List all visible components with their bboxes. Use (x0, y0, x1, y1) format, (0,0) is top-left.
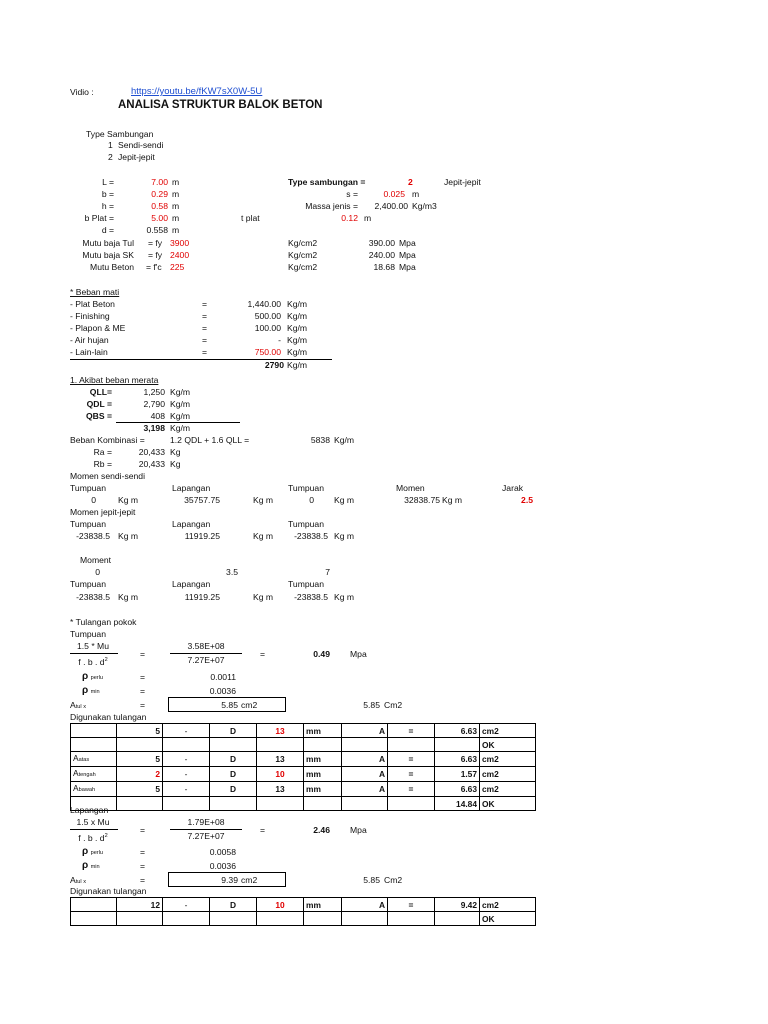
cell-area: 14.84 (435, 797, 480, 811)
tumpuan-result: 0.49 (313, 649, 330, 659)
type-sambungan-value: 2 (408, 177, 413, 187)
cell-D: D (210, 767, 257, 782)
tplat-label: t plat (241, 213, 260, 223)
sambungan-opt2: Jepit-jepit (118, 152, 155, 162)
m2-lapangan: 11919.25 (184, 592, 220, 602)
bplat-unit: m (172, 213, 180, 223)
merata-total-unit: Kg/m (170, 423, 191, 433)
rho-perlu-value: 0.0011 (210, 672, 236, 682)
cell-A: A (342, 724, 388, 738)
cell-area: 6.63 (435, 782, 480, 797)
beban-item-label: - Plat Beton (70, 299, 115, 309)
cell-area-unit: cm2 (480, 752, 536, 767)
rho-perlu-eq: = (140, 672, 146, 682)
beban-item-value: - (278, 335, 281, 345)
as-tumpuan-eq: = (140, 700, 146, 710)
as-lapangan-eq: = (140, 875, 146, 885)
cell-eq: = (388, 767, 435, 782)
cell-dia (257, 797, 304, 811)
lapangan-formula-num: 1.5 x Mu (76, 817, 110, 827)
cell-area-unit: cm2 (480, 782, 536, 797)
sk-mpa-unit: Mpa (399, 250, 416, 260)
m2-unit3: Kg m (334, 592, 355, 602)
sk-label: Mutu baja SK (82, 250, 134, 260)
cell-D (210, 738, 257, 752)
d-value: 0.558 (146, 225, 168, 235)
cell-n (117, 738, 163, 752)
cell-A (342, 797, 388, 811)
tumpuan-formula-line (70, 653, 118, 654)
cell-label (71, 912, 117, 926)
digunakan-tumpuan: Digunakan tulangan (70, 712, 147, 722)
qll-value: 1,250 (143, 387, 165, 397)
moment-x2: 7 (325, 567, 330, 577)
beban-total: 2790 (264, 360, 284, 370)
tumpuan-rebar-table (70, 723, 536, 811)
cell-dash (163, 912, 210, 926)
moment-x1: 3.5 (226, 567, 238, 577)
cell-dia (257, 738, 304, 752)
rho-min-value: 0.0036 (209, 686, 236, 696)
lap-as-label-letter: A (70, 875, 76, 885)
beton-unit: Kg/cm2 (288, 262, 318, 272)
beban-item-label: - Air hujan (70, 335, 109, 345)
qdl-unit: Kg/m (170, 399, 191, 409)
tumpuan-eq2: = (260, 649, 266, 659)
m2-col-lapangan: Lapangan (172, 579, 211, 589)
s-value: 0.025 (383, 189, 405, 199)
h-unit: m (172, 201, 180, 211)
cell-mm (304, 797, 342, 811)
m2-tumpuan1: -23838.5 (76, 592, 110, 602)
tumpuan-frac-num: 3.58E+08 (187, 641, 225, 651)
kombinasi-value: 5838 (310, 435, 330, 445)
lap-rho-min-value: 0.0036 (209, 861, 236, 871)
lap-rho-min-sub: min (90, 864, 100, 870)
qbs-label: QBS = (85, 411, 112, 421)
tumpuan-frac-den: 7.27E+07 (187, 655, 225, 665)
lap-rho-perlu-value: 0.0058 (209, 847, 236, 857)
vidio-label: Vidio : (70, 87, 94, 97)
table-row (71, 738, 536, 752)
tplat-unit: m (364, 213, 372, 223)
jepit-unit3: Kg m (334, 531, 355, 541)
lapangan-den-text: f . b . d (78, 832, 105, 843)
jepit-unit1: Kg m (118, 531, 139, 541)
lapangan-frac-num: 1.79E+08 (187, 817, 225, 827)
cell-n: 5 (117, 724, 163, 738)
rho-symbol-2: ρ (82, 685, 89, 696)
cell-label (71, 738, 117, 752)
beban-item-eq: = (202, 299, 208, 309)
sendi-unit1: Kg m (118, 495, 139, 505)
kombinasi-unit: Kg/m (334, 435, 355, 445)
cell-eq: = (388, 752, 435, 767)
cell-A (342, 912, 388, 926)
tul-unit: Kg/cm2 (288, 238, 318, 248)
cell-eq (388, 738, 435, 752)
tul-mpa-unit: Mpa (399, 238, 416, 248)
tulangan-heading: * Tulangan pokok (70, 617, 137, 627)
rb-label: Rb = (93, 459, 112, 469)
beban-item-label: - Finishing (70, 311, 110, 321)
cell-D: D (210, 752, 257, 767)
sendi-tumpuan1: 0 (91, 495, 96, 505)
sambungan-opt1: Sendi-sendi (118, 140, 164, 150)
tumpuan-heading: Tumpuan (70, 629, 106, 639)
cell-D: D (210, 724, 257, 738)
as-label-sub: tul x (75, 704, 86, 710)
massa-unit: Kg/m3 (412, 201, 437, 211)
cell-A: A (342, 767, 388, 782)
beton-eq: = f'c (146, 262, 162, 272)
lapangan-result-unit: Mpa (350, 825, 367, 835)
L-value: 7.00 (151, 177, 168, 187)
as-tumpuan-unit: cm2 (241, 700, 258, 710)
lapangan-heading: Lapangan (70, 805, 109, 815)
lap-as-label-sub: tul x (75, 879, 86, 885)
cell-eq: = (388, 898, 435, 912)
cell-dia: 13 (257, 782, 304, 797)
row-label: A (73, 768, 79, 778)
cell-area-unit: cm2 (480, 724, 536, 738)
cell-label (71, 898, 117, 912)
b-label: b = (101, 189, 114, 199)
b-value: 0.29 (151, 189, 168, 199)
tumpuan-frac-line (170, 653, 242, 654)
qll-label: QLL= (89, 387, 112, 397)
L-unit: m (172, 177, 180, 187)
cell-mm: mm (304, 767, 342, 782)
beban-item-unit: Kg/m (287, 347, 308, 357)
row-label-sub: bawah (78, 787, 96, 793)
rho-min-sub: min (90, 689, 100, 695)
rho-perlu-label (82, 671, 103, 684)
jepit-tumpuan1: -23838.5 (76, 531, 110, 541)
sendi-lapangan: 35757.75 (184, 495, 220, 505)
cell-dash: - (163, 898, 210, 912)
lapangan-eq2: = (260, 825, 266, 835)
cell-A: A (342, 898, 388, 912)
as-lapangan-extra-unit: Cm2 (384, 875, 403, 885)
table-row (71, 724, 536, 738)
rb-unit: Kg (170, 459, 181, 469)
cell-label (71, 752, 117, 767)
rho-symbol: ρ (82, 671, 89, 682)
cell-mm (304, 738, 342, 752)
sambungan-label: Type Sambungan (86, 129, 154, 139)
ra-label: Ra = (93, 447, 112, 457)
cell-area-unit: OK (480, 797, 536, 811)
lapangan-frac-line (170, 829, 242, 830)
sendi-unit3: Kg m (334, 495, 355, 505)
sendi-momen: 32838.75 (404, 495, 440, 505)
s-label: s = (346, 189, 358, 199)
sambungan-opt2-num: 2 (108, 152, 113, 162)
rho-min-label (82, 685, 100, 698)
cell-area: 6.63 (435, 752, 480, 767)
beban-item-eq: = (202, 335, 208, 345)
beban-mati-heading: * Beban mati (70, 287, 120, 297)
cell-dash: - (163, 782, 210, 797)
m2-unit2: Kg m (253, 592, 274, 602)
table-row (71, 898, 536, 912)
cell-dia: 10 (257, 767, 304, 782)
tumpuan-den-text: f . b . d (78, 656, 105, 667)
lap-rho-min-label (82, 860, 100, 873)
cell-D (210, 912, 257, 926)
jepit-tumpuan2: -23838.5 (294, 531, 328, 541)
cell-n: 5 (117, 752, 163, 767)
as-label-letter: A (70, 700, 76, 710)
cell-area (435, 912, 480, 926)
cell-eq: = (388, 782, 435, 797)
merata-total: 3,198 (143, 423, 165, 433)
cell-label (71, 724, 117, 738)
m2-unit1: Kg m (118, 592, 139, 602)
m2-col-tumpuan-1: Tumpuan (70, 579, 106, 589)
jepit-col-lapangan: Lapangan (172, 519, 211, 529)
tul-value: 3900 (170, 238, 190, 248)
cell-D: D (210, 898, 257, 912)
m2-tumpuan2: -23838.5 (294, 592, 328, 602)
massa-label: Massa jenis = (305, 201, 358, 211)
merata-heading: 1. Akibat beban merata (70, 375, 159, 385)
beban-item-eq: = (202, 323, 208, 333)
rb-value: 20,433 (138, 459, 165, 469)
cell-area (435, 738, 480, 752)
lapangan-result: 2.46 (313, 825, 330, 835)
cell-dia (257, 912, 304, 926)
cell-D (210, 797, 257, 811)
col-tumpuan-2: Tumpuan (288, 483, 324, 493)
cell-dia: 13 (257, 752, 304, 767)
col-tumpuan-1: Tumpuan (70, 483, 106, 493)
kombinasi-label: Beban Kombinasi = (70, 435, 145, 445)
tumpuan-result-unit: Mpa (350, 649, 367, 659)
digunakan-lapangan: Digunakan tulangan (70, 886, 147, 896)
rho-min-eq: = (140, 686, 146, 696)
cell-area: 1.57 (435, 767, 480, 782)
tumpuan-den-sup: 2 (104, 657, 108, 663)
as-lapangan-extra: 5.85 (363, 875, 380, 885)
beban-item-value: 500.00 (254, 311, 281, 321)
cell-dash: - (163, 767, 210, 782)
lapangan-formula-line (70, 829, 118, 830)
cell-dia: 13 (257, 724, 304, 738)
cell-mm: mm (304, 752, 342, 767)
cell-mm: mm (304, 898, 342, 912)
cell-A (342, 738, 388, 752)
ra-value: 20,433 (138, 447, 165, 457)
beban-item-value: 100.00 (254, 323, 281, 333)
moment-label: Moment (80, 555, 112, 565)
b-unit: m (172, 189, 180, 199)
ra-unit: Kg (170, 447, 181, 457)
beban-item-unit: Kg/m (287, 311, 308, 321)
beban-item-eq: = (202, 347, 208, 357)
m2-col-tumpuan-2: Tumpuan (288, 579, 324, 589)
as-lapangan-value: 9.39 (221, 875, 238, 885)
lapangan-eq1: = (140, 825, 146, 835)
cell-mm: mm (304, 724, 342, 738)
as-tumpuan-value: 5.85 (221, 700, 238, 710)
cell-eq (388, 797, 435, 811)
cell-n: 12 (117, 898, 163, 912)
cell-dash: - (163, 724, 210, 738)
beban-item-value: 1,440.00 (247, 299, 281, 309)
cell-A: A (342, 782, 388, 797)
lap-rho-perlu-label (82, 846, 103, 859)
row-label-sub: atas (78, 757, 90, 763)
row-label: A (73, 753, 79, 763)
cell-n: 2 (117, 767, 163, 782)
lap-rho-symbol-2: ρ (82, 860, 89, 871)
cell-mm: mm (304, 782, 342, 797)
cell-area-unit: OK (480, 912, 536, 926)
beban-item-unit: Kg/m (287, 323, 308, 333)
cell-n (117, 912, 163, 926)
cell-dia: 10 (257, 898, 304, 912)
s-unit: m (412, 189, 420, 199)
lap-rho-perlu-sub: perlu (90, 850, 104, 856)
table-row (71, 752, 536, 767)
jepit-lapangan: 11919.25 (184, 531, 220, 541)
cell-area: 9.42 (435, 898, 480, 912)
table-row (71, 782, 536, 797)
cell-D: D (210, 782, 257, 797)
cell-area-unit: cm2 (480, 898, 536, 912)
lapangan-frac-den: 7.27E+07 (187, 831, 225, 841)
sambungan-opt1-num: 1 (108, 140, 113, 150)
tplat-value: 0.12 (341, 213, 358, 223)
bplat-value: 5.00 (151, 213, 168, 223)
lapangan-rebar-table (70, 897, 536, 926)
table-row (71, 767, 536, 782)
tul-mpa: 390.00 (368, 238, 395, 248)
moment-x0: 0 (95, 567, 100, 577)
qdl-value: 2,790 (143, 399, 165, 409)
cell-label (71, 782, 117, 797)
beban-item-label: - Plapon & ME (70, 323, 126, 333)
momen-jepit-heading: Momen jepit-jepit (70, 507, 136, 517)
page-title: ANALISA STRUKTUR BALOK BETON (118, 99, 323, 111)
cell-eq: = (388, 724, 435, 738)
type-sambungan-name: Jepit-jepit (444, 177, 481, 187)
cell-n (117, 797, 163, 811)
lapangan-den-sup: 2 (104, 833, 108, 839)
h-value: 0.58 (151, 201, 168, 211)
cell-dash: - (163, 752, 210, 767)
tumpuan-formula-num: 1.5 * Mu (76, 641, 109, 651)
d-label: d = (101, 225, 114, 235)
row-label: A (73, 783, 79, 793)
d-unit: m (172, 225, 180, 235)
cell-dash (163, 797, 210, 811)
beban-item-unit: Kg/m (287, 335, 308, 345)
jepit-unit2: Kg m (253, 531, 274, 541)
cell-dash (163, 738, 210, 752)
cell-area: 6.63 (435, 724, 480, 738)
tumpuan-formula-den (70, 655, 116, 668)
table-row (71, 797, 536, 811)
beton-mpa-unit: Mpa (399, 262, 416, 272)
col-jarak: Jarak (502, 483, 524, 493)
beban-item-eq: = (202, 311, 208, 321)
col-lapangan-1: Lapangan (172, 483, 211, 493)
qll-unit: Kg/m (170, 387, 191, 397)
video-link[interactable]: https://youtu.be/fKW7sX0W-5U (131, 86, 263, 97)
as-lapangan-unit: cm2 (241, 875, 258, 885)
sendi-unit4: Kg m (442, 495, 463, 505)
bplat-label: b Plat = (84, 213, 114, 223)
row-label-sub: tengah (78, 772, 96, 778)
cell-mm (304, 912, 342, 926)
qbs-unit: Kg/m (170, 411, 191, 421)
cell-area-unit: cm2 (480, 767, 536, 782)
qdl-label: QDL = (86, 399, 112, 409)
sendi-unit2: Kg m (253, 495, 274, 505)
beban-total-unit: Kg/m (287, 360, 308, 370)
sk-mpa: 240.00 (368, 250, 395, 260)
sk-unit: Kg/cm2 (288, 250, 318, 260)
sendi-jarak: 2.5 (521, 495, 533, 505)
cell-area-unit: OK (480, 738, 536, 752)
beton-label: Mutu Beton (90, 262, 134, 272)
L-label: L = (102, 177, 114, 187)
beton-value: 225 (170, 262, 185, 272)
momen-sendi-heading: Momen sendi-sendi (70, 471, 145, 481)
lap-rho-min-eq: = (140, 861, 146, 871)
lapangan-formula-den (70, 831, 116, 844)
sk-eq: = fy (148, 250, 163, 260)
sk-value: 2400 (170, 250, 190, 260)
tul-label: Mutu baja Tul (82, 238, 134, 248)
table-row (71, 912, 536, 926)
type-sambungan-label: Type sambungan = (288, 177, 366, 187)
lap-rho-symbol: ρ (82, 846, 89, 857)
jepit-col-tumpuan-2: Tumpuan (288, 519, 324, 529)
beban-item-unit: Kg/m (287, 299, 308, 309)
h-label: h = (101, 201, 114, 211)
massa-value: 2,400.00 (374, 201, 408, 211)
beban-item-value: 750.00 (254, 347, 281, 357)
qbs-value: 408 (150, 411, 165, 421)
cell-eq (388, 912, 435, 926)
cell-label (71, 767, 117, 782)
lap-rho-perlu-eq: = (140, 847, 146, 857)
jepit-col-tumpuan-1: Tumpuan (70, 519, 106, 529)
as-tumpuan-extra-unit: Cm2 (384, 700, 403, 710)
beban-item-label: - Lain-lain (70, 347, 108, 357)
cell-A: A (342, 752, 388, 767)
sendi-tumpuan2: 0 (309, 495, 314, 505)
rho-perlu-sub: perlu (90, 675, 104, 681)
tumpuan-eq1: = (140, 649, 146, 659)
kombinasi-formula: 1.2 QDL + 1.6 QLL = (170, 435, 250, 445)
col-momen: Momen (396, 483, 425, 493)
tul-eq: = fy (148, 238, 163, 248)
cell-n: 5 (117, 782, 163, 797)
as-tumpuan-extra: 5.85 (363, 700, 380, 710)
beton-mpa: 18.68 (373, 262, 395, 272)
